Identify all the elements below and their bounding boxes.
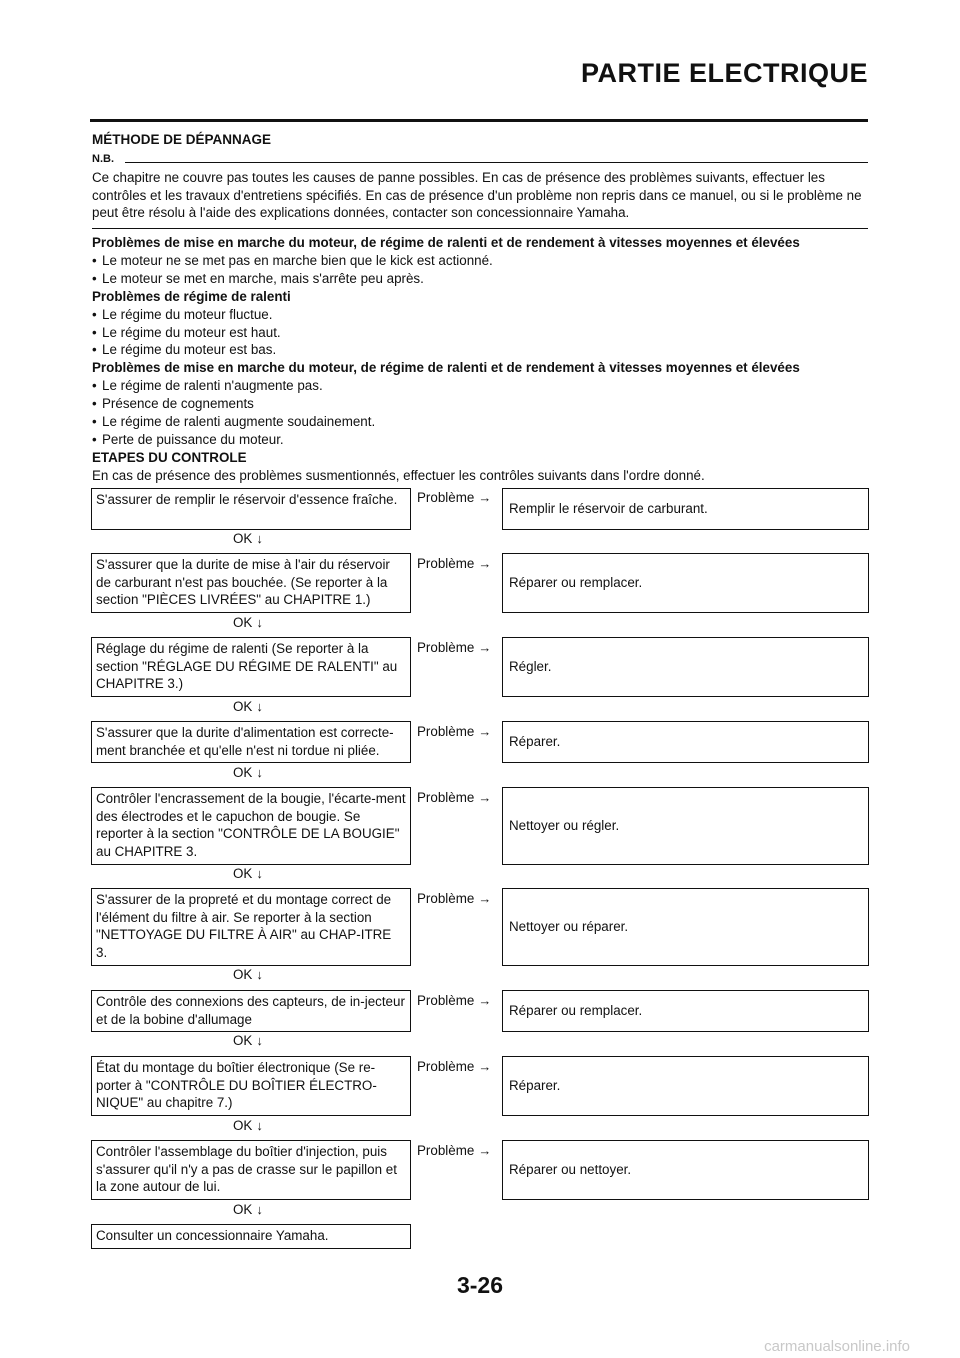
- action-box: [502, 1056, 869, 1116]
- steps-heading: ETAPES DU CONTROLE: [92, 449, 247, 465]
- problem-label: [417, 724, 491, 739]
- symptom-text: Le régime du moteur est bas.: [102, 342, 277, 358]
- problem-text: Problème: [417, 790, 475, 805]
- problem-label: [417, 1143, 491, 1158]
- right-arrow-icon: →: [478, 640, 492, 655]
- action-text: Nettoyer ou régler.: [509, 818, 620, 834]
- problem-text: Problème: [417, 1143, 475, 1158]
- ok-text: OK: [233, 1202, 253, 1217]
- bullet: •: [92, 252, 97, 268]
- action-box: [502, 888, 869, 966]
- problem-text: Problème: [417, 640, 475, 655]
- symptom-text: Présence de cognements: [102, 396, 254, 412]
- symptom-heading: Problèmes de régime de ralenti: [92, 288, 291, 304]
- down-arrow-icon: ↓: [256, 866, 263, 881]
- problem-text: Problème: [417, 724, 475, 739]
- bullet: •: [92, 431, 97, 447]
- check-box: État du montage du boîtier électronique (Se re-porter à "CONTRÔLE DU BOÎTIER ÉLECTRO-NIQUE" au chapitre 7.): [91, 1056, 411, 1116]
- down-arrow-icon: ↓: [256, 699, 263, 714]
- ok-text: OK: [233, 699, 253, 714]
- problem-label: [417, 490, 491, 505]
- symptom-item: [92, 413, 872, 431]
- action-box: [502, 488, 869, 530]
- symptom-text: Le régime du moteur est haut.: [102, 324, 281, 340]
- symptoms-section: [92, 234, 872, 485]
- check-box: S'assurer que la durite de mise à l'air du réservoir de carburant n'est pas bouchée. (Se reporter à la section "PIÈCES LIVRÉES" au CHAPITRE 1.): [91, 553, 411, 613]
- symptom-text: Le régime du moteur fluctue.: [102, 306, 273, 322]
- problem-text: Problème: [417, 1059, 475, 1074]
- symptom-heading: Problèmes de mise en marche du moteur, de régime de ralenti et de rendement à vitesses moyennes et élevées: [92, 235, 800, 250]
- ok-label: [233, 531, 263, 546]
- ok-text: OK: [233, 765, 253, 780]
- action-text: Réparer ou remplacer.: [509, 575, 643, 591]
- section-title: MÉTHODE DE DÉPANNAGE: [92, 132, 272, 147]
- action-text: Nettoyer ou réparer.: [509, 919, 629, 935]
- right-arrow-icon: →: [478, 891, 492, 906]
- action-text: Réparer ou remplacer.: [509, 1003, 643, 1019]
- right-arrow-icon: →: [478, 724, 492, 739]
- right-arrow-icon: →: [478, 790, 492, 805]
- right-arrow-icon: →: [478, 490, 492, 505]
- problem-label: [417, 556, 491, 571]
- check-box: Contrôler l'encrassement de la bougie, l'écarte-ment des électrodes et le capuchon de bougie. Se reporter à la section "CONTRÔLE DE LA BOUGIE" au CHAPITRE 3.: [91, 787, 411, 865]
- note-rule-top: [125, 162, 868, 163]
- ok-label: [233, 967, 263, 982]
- symptom-item: [92, 395, 872, 413]
- check-box: Contrôler l'assemblage du boîtier d'injection, puis s'assurer qu'il n'y a pas de crasse sur le papillon et la zone autour de lui.: [91, 1140, 411, 1200]
- bullet: •: [92, 324, 97, 340]
- ok-text: OK: [233, 1118, 253, 1133]
- down-arrow-icon: ↓: [256, 967, 263, 982]
- action-box: [502, 990, 869, 1032]
- problem-text: Problème: [417, 993, 475, 1008]
- bullet: •: [92, 306, 97, 322]
- down-arrow-icon: ↓: [256, 1202, 263, 1217]
- bullet: •: [92, 378, 97, 394]
- symptom-item: [92, 377, 872, 395]
- symptom-item: [92, 324, 872, 342]
- problem-label: [417, 891, 491, 906]
- ok-text: OK: [233, 967, 253, 982]
- check-box: Réglage du régime de ralenti (Se reporter à la section "RÉGLAGE DU RÉGIME DE RALENTI" au CHAPITRE 3.): [91, 637, 411, 697]
- check-box: Contrôle des connexions des capteurs, de in-jecteur et de la bobine d'allumage: [91, 990, 411, 1032]
- ok-label: [233, 1033, 263, 1048]
- problem-text: Problème: [417, 556, 475, 571]
- bullet: •: [92, 270, 97, 286]
- page-title: PARTIE ELECTRIQUE: [580, 58, 868, 88]
- ok-text: OK: [233, 1033, 253, 1048]
- symptom-heading: Problèmes de mise en marche du moteur, de régime de ralenti et de rendement à vitesses moyennes et élevées: [92, 360, 800, 376]
- action-text: Réparer.: [509, 734, 561, 750]
- check-box: S'assurer de remplir le réservoir d'essence fraîche.: [91, 488, 411, 530]
- ok-label: [233, 1202, 263, 1217]
- header-rule: [90, 119, 868, 122]
- note-label: N.B.: [92, 153, 120, 165]
- problem-text: Problème: [417, 490, 475, 505]
- problem-label: [417, 993, 491, 1008]
- note-rule-bottom: [92, 228, 868, 229]
- ok-label: [233, 615, 263, 630]
- symptom-text: Le moteur se met en marche, mais s'arrête peu après.: [102, 270, 424, 286]
- symptom-text: Perte de puissance du moteur.: [102, 431, 284, 447]
- watermark: carmanualsonline.info: [764, 1338, 910, 1355]
- symptom-text: Le moteur ne se met pas en marche bien que le kick est actionné.: [102, 252, 493, 268]
- action-box: [502, 721, 869, 763]
- ok-label: [233, 765, 263, 780]
- right-arrow-icon: →: [478, 993, 492, 1008]
- page-number: 3-26: [456, 1272, 504, 1298]
- right-arrow-icon: →: [478, 556, 492, 571]
- ok-label: [233, 866, 263, 881]
- symptom-item: [92, 341, 872, 359]
- action-box: [502, 787, 869, 865]
- symptom-item: [92, 270, 872, 288]
- check-box: S'assurer de la propreté et du montage correct de l'élément du filtre à air. Se reporter à la section "NETTOYAGE DU FILTRE À AIR" au CHAP-ITRE 3.: [91, 888, 411, 966]
- bullet: •: [92, 396, 97, 412]
- down-arrow-icon: ↓: [256, 1118, 263, 1133]
- problem-label: [417, 1059, 491, 1074]
- down-arrow-icon: ↓: [256, 1033, 263, 1048]
- symptom-item: [92, 431, 872, 449]
- final-box: Consulter un concessionnaire Yamaha.: [91, 1224, 411, 1249]
- note-text: Ce chapitre ne couvre pas toutes les causes de panne possibles. En cas de présence des problèmes suivants, effectuer les contrôles et les travaux d'entretiens spécifiés. En cas de présence d'un problème non repris dans ce manuel, ou si le problème ne peut être résolu à l'aide des explications données, contacter son concessionnaire Yamaha.: [92, 170, 862, 220]
- ok-text: OK: [233, 866, 253, 881]
- ok-text: OK: [233, 531, 253, 546]
- problem-label: [417, 640, 491, 655]
- problem-label: [417, 790, 491, 805]
- check-box: S'assurer que la durite d'alimentation est correcte-ment branchée et qu'elle n'est ni tordue ni pliée.: [91, 721, 411, 763]
- action-box: [502, 637, 869, 697]
- down-arrow-icon: ↓: [256, 531, 263, 546]
- ok-text: OK: [233, 615, 253, 630]
- symptom-item: [92, 306, 872, 324]
- right-arrow-icon: →: [478, 1059, 492, 1074]
- down-arrow-icon: ↓: [256, 615, 263, 630]
- problem-text: Problème: [417, 891, 475, 906]
- ok-label: [233, 1118, 263, 1133]
- action-box: [502, 553, 869, 613]
- right-arrow-icon: →: [478, 1143, 492, 1158]
- bullet: •: [92, 414, 97, 430]
- down-arrow-icon: ↓: [256, 765, 263, 780]
- action-text: Réparer.: [509, 1078, 561, 1094]
- symptom-text: Le régime de ralenti augmente soudainement.: [102, 414, 376, 430]
- symptom-text: Le régime de ralenti n'augmente pas.: [102, 378, 323, 394]
- ok-label: [233, 699, 263, 714]
- action-text: Réparer ou nettoyer.: [509, 1162, 632, 1178]
- bullet: •: [92, 342, 97, 358]
- action-text: Remplir le réservoir de carburant.: [509, 501, 708, 517]
- action-box: [502, 1140, 869, 1200]
- steps-intro: En cas de présence des problèmes susmentionnés, effectuer les contrôles suivants dans l'ordre donné.: [92, 467, 705, 483]
- action-text: Régler.: [509, 659, 552, 675]
- symptom-item: [92, 252, 872, 270]
